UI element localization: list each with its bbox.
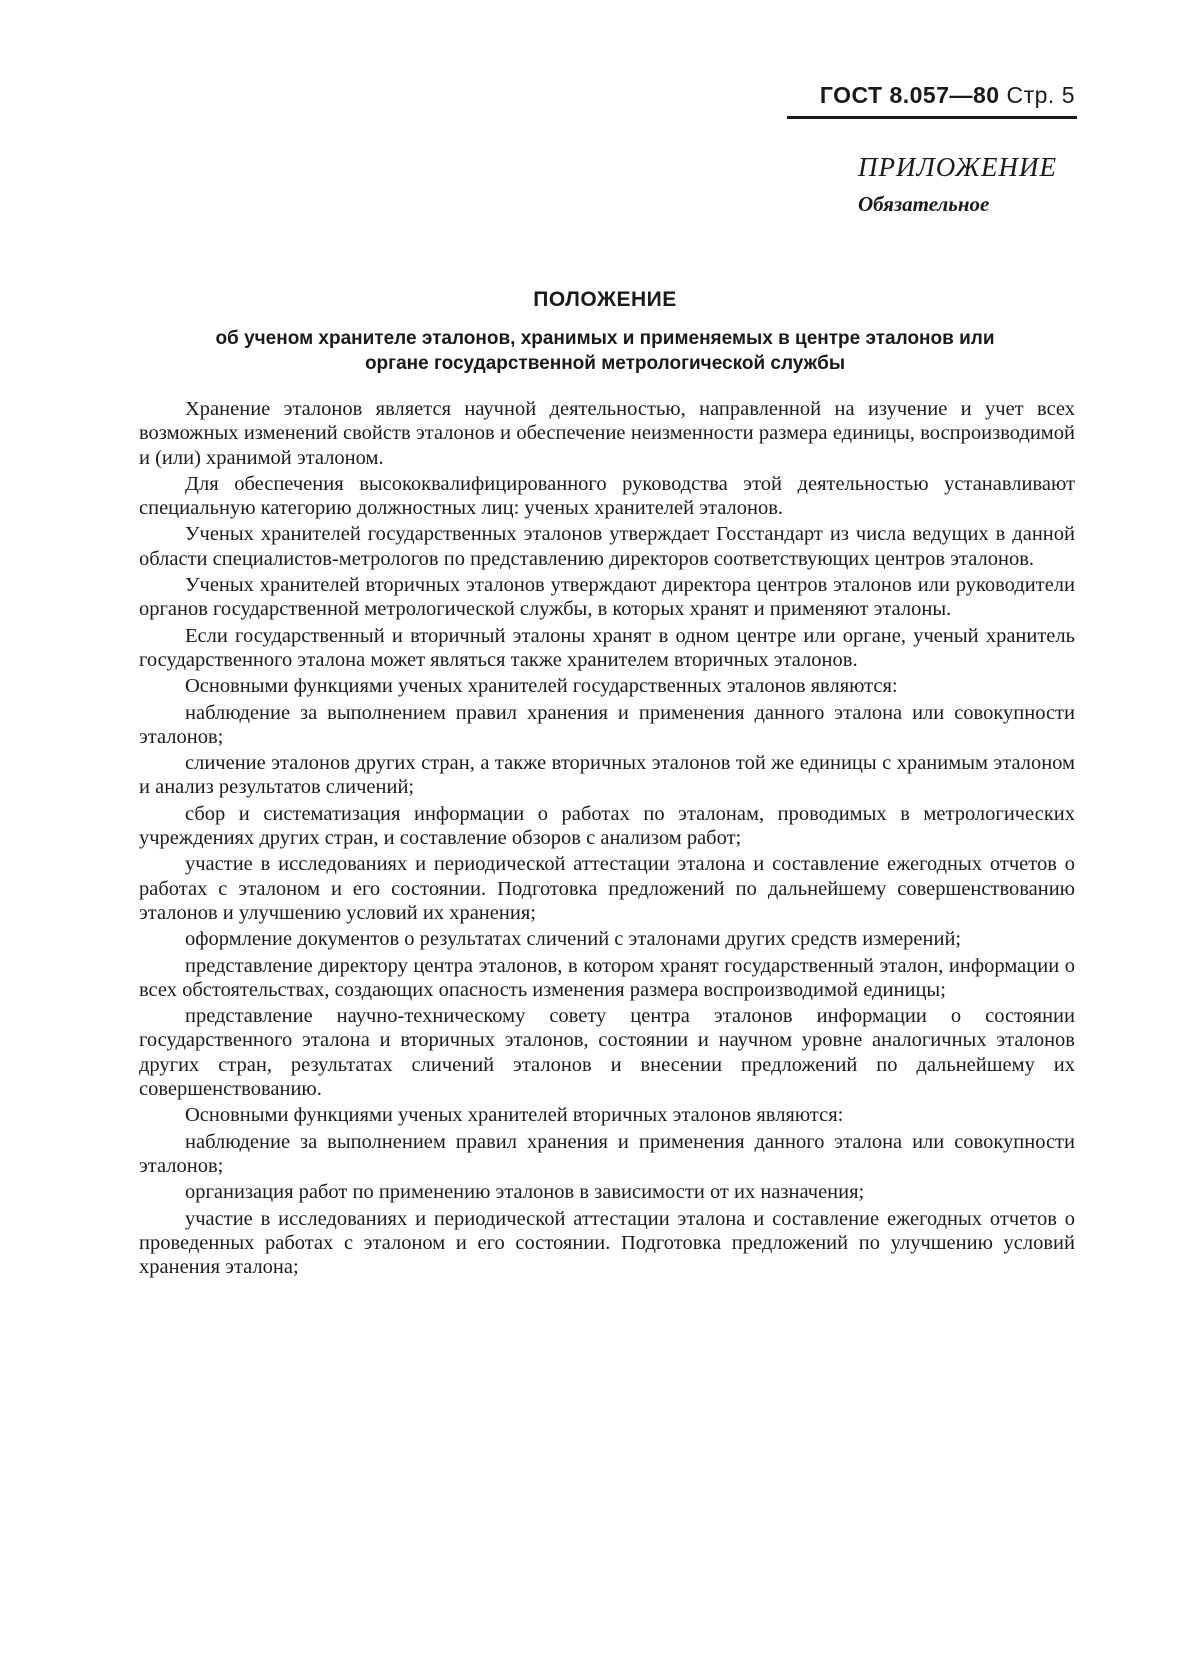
list-item: сличение эталонов других стран, а также вторичных эталонов той же единицы с хранимым эталоном и анализ результатов сличений; bbox=[139, 752, 1075, 799]
list-item: участие в исследованиях и периодической аттестации эталона и составление ежегодных отчетов о проведенных работах с эталоном и его состоянии. Подготовка предложений по улучшению условий хранения эталона; bbox=[139, 1207, 1075, 1279]
appendix-label: ПРИЛОЖЕНИЕ bbox=[858, 152, 1057, 182]
paragraph: Основными функциями ученых хранителей государственных эталонов являются: bbox=[185, 675, 898, 698]
document-title: ПОЛОЖЕНИЕ bbox=[533, 288, 677, 311]
paragraph: Ученых хранителей вторичных эталонов утверждают директора центров эталонов или руководители органов государственной метрологической службы, в которых хранят и применяют эталоны. bbox=[139, 574, 1075, 621]
page-number: Стр. 5 bbox=[1006, 82, 1075, 108]
list-item: наблюдение за выполнением правил хранения и применения данного эталона или совокупности эталонов; bbox=[139, 1130, 1075, 1177]
list-item: представление научно-техническому совету центра эталонов информации о состоянии государственного эталона и вторичных эталонов, состоянии и научном уровне аналогичных эталонов других стран, результатах сличений эталонов и внесении предложений по дальнейшему их совершенствованию. bbox=[139, 1005, 1075, 1101]
list-item: организация работ по применению эталонов в зависимости от их назначения; bbox=[185, 1181, 865, 1204]
appendix-status: Обязательное bbox=[858, 192, 990, 216]
paragraph: Хранение эталонов является научной деятельностью, направленной на изучение и учет всех возможных изменений свойств эталонов и обеспечение неизменности размера единицы, воспроизводимой и (или) хранимой эталоном. bbox=[139, 398, 1075, 469]
list-item: наблюдение за выполнением правил хранения и применения данного эталона или совокупности эталонов; bbox=[139, 701, 1075, 748]
doc-code: ГОСТ 8.057—80 bbox=[819, 82, 1000, 108]
document-subtitle: об ученом хранителе эталонов, хранимых и применяемых в центре эталонов или органе государственной метрологической службы bbox=[215, 328, 995, 374]
paragraph: Если государственный и вторичный эталоны хранят в одном центре или органе, ученый хранитель государственного эталона может являться также хранителем вторичных эталонов. bbox=[139, 624, 1075, 671]
page-header bbox=[820, 82, 1075, 109]
list-item: оформление документов о результатах сличений с эталонами других средств измерений; bbox=[185, 928, 962, 951]
paragraph: Для обеспечения высококвалифицированного руководства этой деятельностью устанавливают специальную категорию должностных лиц: ученых хранителей эталонов. bbox=[139, 472, 1075, 520]
header-rule bbox=[787, 116, 1077, 119]
paragraph: Ученых хранителей государственных эталонов утверждает Госстандарт из числа ведущих в данной области специалистов-метрологов по представлению директоров соответствующих центров эталонов. bbox=[139, 523, 1075, 570]
paragraph: Основными функциями ученых хранителей вторичных эталонов являются: bbox=[185, 1104, 844, 1127]
list-item: участие в исследованиях и периодической аттестации эталона и составление ежегодных отчетов о работах с эталоном и его состоянии. Подготовка предложений по дальнейшему совершенствованию эталонов и улучшению условий их хранения; bbox=[139, 853, 1075, 924]
list-item: представление директору центра эталонов, в котором хранят государственный эталон, информации о всех обстоятельствах, создающих опасность изменения размера воспроизводимой единицы; bbox=[139, 954, 1075, 1001]
document-body bbox=[139, 397, 1075, 1281]
list-item: сбор и систематизация информации о работах по эталонам, проводимых в метрологических учреждениях других стран, и составление обзоров с анализом работ; bbox=[139, 802, 1075, 850]
